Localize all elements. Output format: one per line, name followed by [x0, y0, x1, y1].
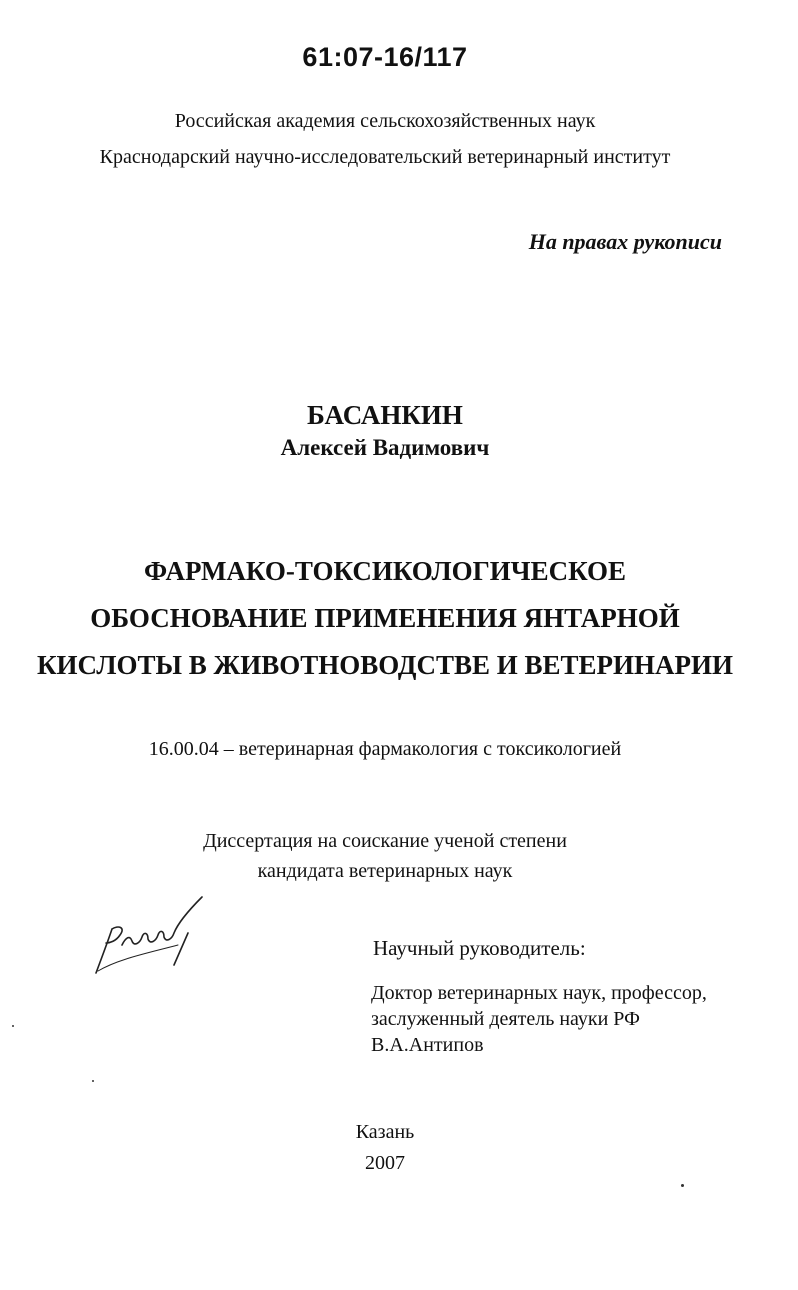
- thesis-title: [0, 548, 770, 689]
- supervisor-line: заслуженный деятель науки РФ: [371, 1008, 640, 1030]
- scan-speck: [12, 1025, 14, 1027]
- thesis-title-line: ФАРМАКО-ТОКСИКОЛОГИЧЕСКОЕ: [143, 556, 626, 586]
- organization-academy: Российская академия сельскохозяйственных наук: [174, 110, 596, 132]
- catalog-code: 61:07-16/117: [302, 42, 468, 72]
- degree-line: кандидата ветеринарных наук: [257, 860, 513, 882]
- city: Казань: [355, 1121, 415, 1143]
- supervisor-details: [371, 980, 707, 1058]
- organization-institute: Краснодарский научно-исследовательский ветеринарный институт: [99, 146, 671, 168]
- degree-line: Диссертация на соискание ученой степени: [203, 830, 567, 852]
- author-given-names: Алексей Вадимович: [280, 435, 490, 460]
- specialty-code: 16.00.04 – ветеринарная фармакология с токсикологией: [148, 738, 622, 760]
- supervisor-line: В.А.Антипов: [371, 1034, 484, 1056]
- handwritten-signature: [88, 893, 218, 983]
- author-surname: БАСАНКИН: [307, 400, 463, 430]
- scan-speck: [92, 1080, 94, 1082]
- supervisor-label: Научный руководитель:: [373, 936, 586, 960]
- publication-place-year: [0, 1117, 770, 1179]
- thesis-title-line: ОБОСНОВАНИЕ ПРИМЕНЕНИЯ ЯНТАРНОЙ: [90, 603, 680, 633]
- year: 2007: [365, 1152, 405, 1174]
- thesis-title-line: КИСЛОТЫ В ЖИВОТНОВОДСТВЕ И ВЕТЕРИНАРИИ: [36, 650, 734, 680]
- scan-speck: [681, 1184, 684, 1187]
- manuscript-rights-note: На правах рукописи: [528, 229, 722, 254]
- supervisor-line: Доктор ветеринарных наук, профессор,: [371, 982, 707, 1004]
- degree-statement: [0, 826, 770, 886]
